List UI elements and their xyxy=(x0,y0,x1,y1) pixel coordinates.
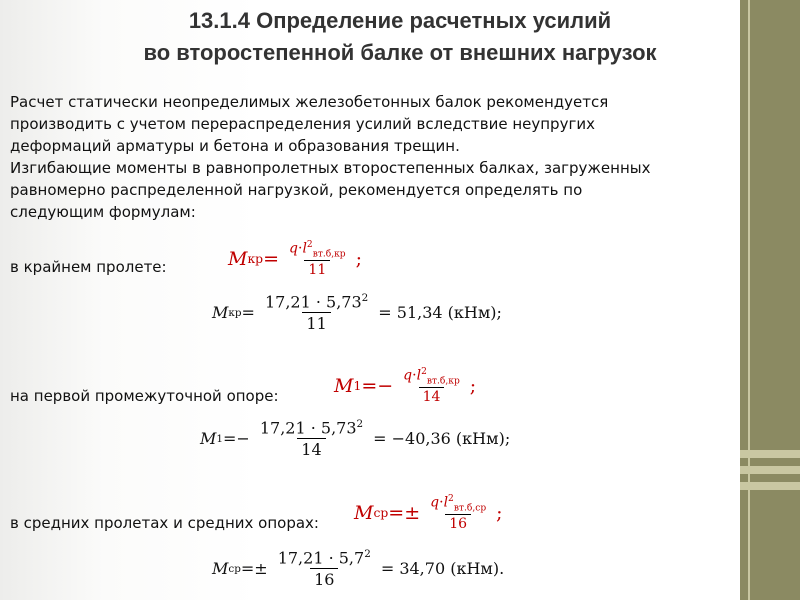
intro-paragraph xyxy=(10,91,735,223)
calculation-end-span: M кр = $\frac{17,21 \cdot 5,73^2}{11}$ = 51,34 (кНм); xyxy=(212,292,502,334)
case-label-first-support: на первой промежуточной опоре: xyxy=(10,387,279,405)
fraction: $\frac{q\cdot l^2_{вт.б,кр}}{14}$ xyxy=(403,367,460,406)
formula-end-span: M кр = $\frac{q\cdot l^2_{вт.б,кр}}{11}$ ; xyxy=(228,240,363,279)
sidebar-line xyxy=(748,0,750,600)
sidebar-stripe xyxy=(740,450,800,458)
formula-middle-spans: M ср = ± $\frac{q\cdot l^2_{вт.б,ср}}{16}$ ; xyxy=(354,494,503,533)
fraction: $\frac{17,21 \cdot 5,73^2}{11}$ xyxy=(264,292,369,334)
sidebar-stripe xyxy=(740,482,800,490)
fraction: $\frac{17,21 \cdot 5,73^2}{14}$ xyxy=(259,418,364,460)
formula-first-support: M 1 = − $\frac{q\cdot l^2_{вт.б,кр}}{14}$ ; xyxy=(334,367,477,406)
fraction: $\frac{q\cdot l^2_{вт.б,ср}}{16}$ xyxy=(430,494,487,533)
calculation-middle-spans: M ср = ± $\frac{17,21 \cdot 5,7^2}{16}$ = 34,70 (кНм). xyxy=(212,548,505,590)
fraction: $\frac{q\cdot l^2_{вт.б,кр}}{11}$ xyxy=(289,240,346,279)
intro-line: Расчет статически неопределимых железобетонных балок рекомендуется xyxy=(10,93,609,111)
intro-line: производить с учетом перераспределения усилий вследствие неупругих xyxy=(10,115,595,133)
intro-line: Изгибающие моменты в равнопролетных второстепенных балках, загруженных xyxy=(10,159,651,177)
fraction: $\frac{17,21 \cdot 5,7^2}{16}$ xyxy=(277,548,371,590)
case-label-middle-spans: в средних пролетах и средних опорах: xyxy=(10,514,319,532)
case-label-end-span: в крайнем пролете: xyxy=(10,258,167,276)
slide-title-line-1: 13.1.4 Определение расчетных усилий xyxy=(188,8,612,33)
sidebar-stripe xyxy=(740,466,800,474)
slide-title-line-2: во второстепенной балке от внешних нагрузок xyxy=(143,40,657,65)
intro-line: следующим формулам: xyxy=(10,203,196,221)
intro-line: деформаций арматуры и бетона и образования трещин. xyxy=(10,137,460,155)
calculation-first-support: M 1 = − $\frac{17,21 \cdot 5,73^2}{14}$ = −40,36 (кНм); xyxy=(200,418,511,460)
intro-line: равномерно распределенной нагрузкой, рекомендуется определять по xyxy=(10,181,583,199)
